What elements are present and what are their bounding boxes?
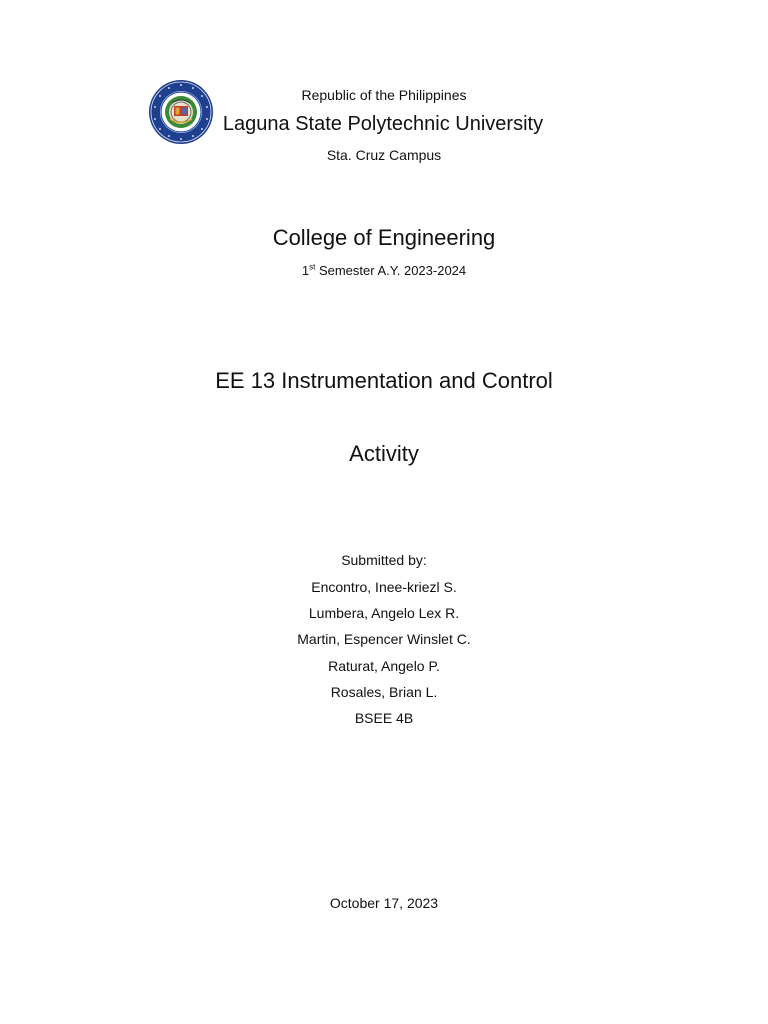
- semester-suffix: st: [309, 262, 316, 272]
- republic-heading: Republic of the Philippines: [301, 87, 467, 103]
- member-name: Lumbera, Angelo Lex R.: [308, 605, 460, 621]
- campus-name: Sta. Cruz Campus: [326, 147, 442, 163]
- member-name: Raturat, Angelo P.: [328, 658, 440, 674]
- semester-number: 1: [301, 263, 310, 278]
- section-label: BSEE 4B: [354, 710, 414, 726]
- college-name: College of Engineering: [272, 225, 496, 250]
- member-name: Encontro, Inee-kriezl S.: [311, 579, 457, 595]
- semester-line: [0, 263, 768, 278]
- activity-title: Activity: [349, 441, 419, 466]
- submitted-by-label: Submitted by:: [341, 552, 427, 568]
- semester-text: Semester A.Y. 2023-2024: [315, 263, 467, 278]
- course-title: EE 13 Instrumentation and Control: [215, 368, 553, 393]
- university-name: Laguna State Polytechnic University: [222, 113, 544, 135]
- submission-date: October 17, 2023: [329, 895, 439, 911]
- member-name: Martin, Espencer Winslet C.: [297, 631, 471, 647]
- member-name: Rosales, Brian L.: [330, 684, 438, 700]
